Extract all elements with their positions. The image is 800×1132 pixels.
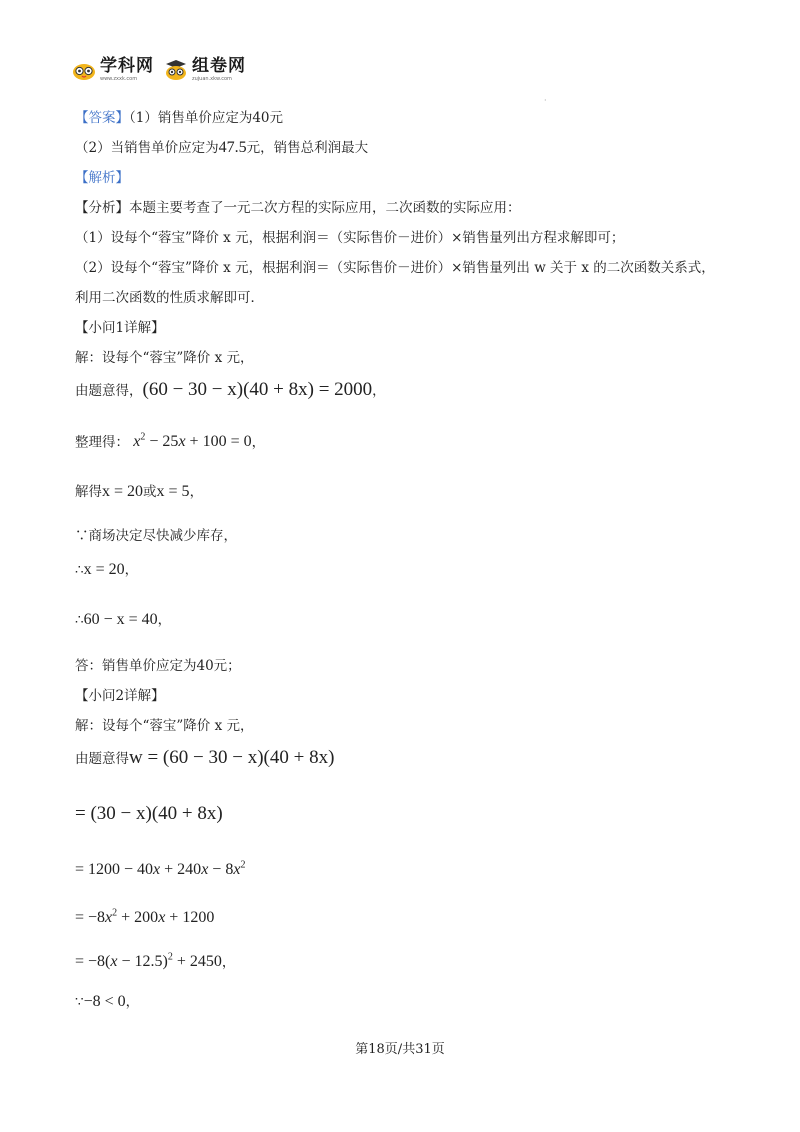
q2-step-3 [75,804,223,825]
q1-step-2 [75,380,386,401]
q1-quadratic: $x^2 - 25x + 100 = 0$ [133,432,252,451]
q1-step-2-label: 由题意得， [75,383,143,399]
comma: ， [372,383,386,399]
comma: ， [251,434,266,451]
q2-step-7 [75,992,139,1012]
q2-step-4 [75,856,245,880]
zxxk-logo [72,58,154,82]
q2-step-6 [75,948,235,972]
q1-step-4 [75,482,203,502]
answer-tag: 【答案】 [75,110,129,126]
page-number: 第18页/共31页 [355,1042,445,1057]
therefore-symbol: ∴ [75,562,84,578]
comma: ， [157,612,172,628]
q2-factored: = (30 − x)(40 + 8x) [75,803,223,824]
comma: ， [221,954,236,971]
q2-coefficient-check: −8 < 0 [83,993,126,1010]
q1-answer: 答：销售单价应定为40元； [75,658,241,674]
logo-url-zxxk: www.zxxk.com [100,76,138,82]
q1-step-1: 解：设每个“蓉宝”降价 x 元， [75,350,254,366]
q1-step-5: ∵商场决定尽快减少库存， [75,528,237,544]
comma: ， [189,484,204,500]
q2-function: w = (60 − 30 − x)(40 + 8x) [129,747,335,768]
q2-expanded: = $1200 - 40x + 240x - 8x^2$ [75,860,246,879]
q1-step-4-label: 解得 [75,484,102,500]
analysis-line-1: 【分析】本题主要考查了一元二次方程的实际应用，二次函数的实际应用： [75,200,521,216]
logo-url-zujuan: zujuan.xkw.com [192,76,232,82]
answer-part-1: （1）销售单价应定为40元 [129,110,284,126]
analysis-line-2: （1）设每个“蓉宝”降价 x 元，根据利润＝（实际售价－进价）×销售量列出方程求解即可； [75,230,625,246]
q2-step-1: 解：设每个“蓉宝”降价 x 元， [75,718,254,734]
zujuan-logo [164,58,246,82]
answer-line-1 [75,108,283,128]
answer-part-2-a: （2）当销售单价应定为 [75,140,219,156]
therefore-symbol: ∴ [75,612,84,628]
logo-text-zxxk: 学科网 [100,56,154,76]
q1-step-7 [75,610,171,630]
q1-step-3 [75,428,265,452]
q1-step-3-label: 整理得： [75,434,129,451]
q2-title: 【小问2详解】 [75,688,165,704]
analysis-tag: 【解析】 [75,170,129,186]
q2-standard-form: = $-8x^2 + 200x + 1200$ [75,908,215,927]
answer-value: 47.5 [218,139,247,156]
answer-line-2 [75,138,368,158]
q1-root-1: x = 20 [102,483,144,500]
q2-vertex-constant: + 2450 [172,953,222,971]
logo-text-zujuan: 组卷网 [192,56,246,76]
q1-step-6 [75,560,138,580]
graduation-owl-icon [164,59,188,81]
header-logos [72,58,246,82]
comma: ， [124,562,139,578]
q2-vertex-form: = $-8(x - 12.5)^2 + 2450$ [75,952,222,971]
q2-step-2-label: 由题意得 [75,751,129,767]
q2-step-5 [75,904,214,928]
q2-step-2 [75,748,334,769]
analysis-line-3: （2）设每个“蓉宝”降价 x 元，根据利润＝（实际售价－进价）×销售量列出 w 关于 x 的二次函数关系式， [75,260,715,276]
scan-dot: · [544,96,547,105]
comma: ， [125,994,140,1010]
q1-title: 【小问1详解】 [75,320,165,336]
q1-root-2: x = 5 [156,483,190,500]
q1-price: 60 − x = 40 [83,611,158,628]
q1-equation: (60 − 30 − x)(40 + 8x) = 2000 [142,379,373,400]
analysis-line-4: 利用二次函数的性质求解即可． [75,290,264,306]
q1-chosen-root: x = 20 [83,561,125,578]
answer-part-2-b: 元，销售总利润最大 [246,140,369,156]
q1-or: 或 [143,484,157,500]
because-symbol: ∵ [75,994,84,1010]
owl-icon [72,60,96,80]
